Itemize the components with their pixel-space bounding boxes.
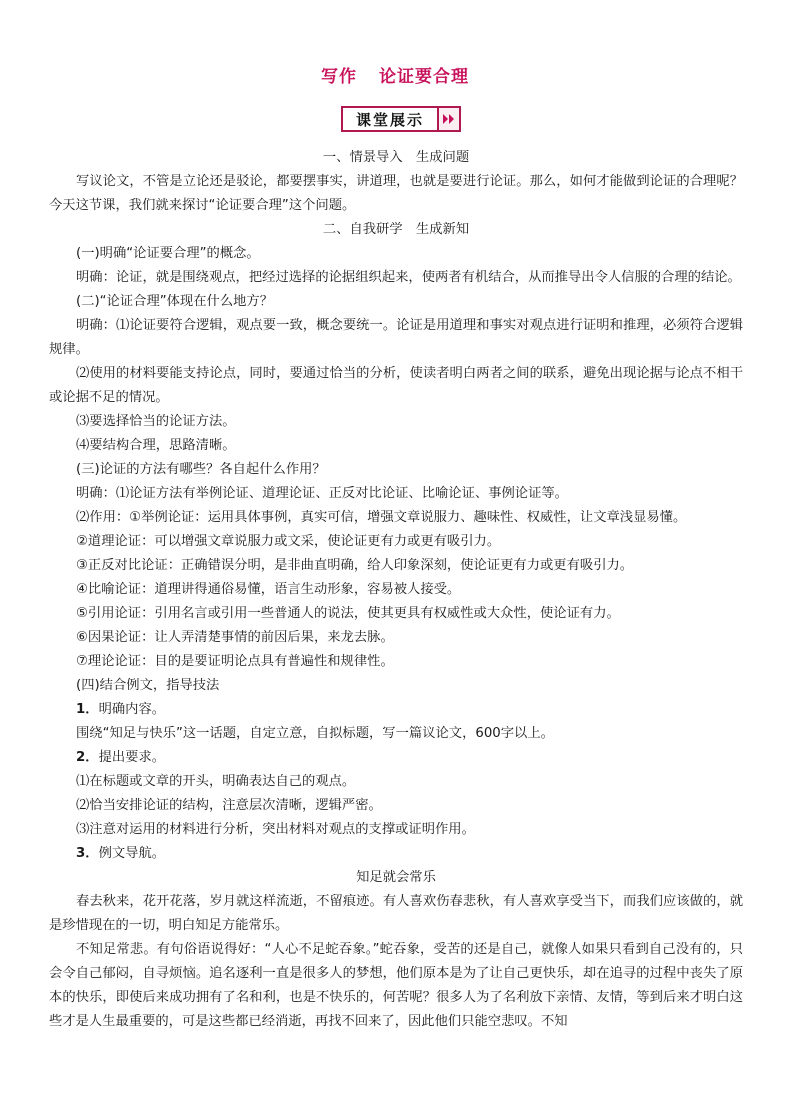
double-arrow-right-icon [439, 113, 459, 125]
section-banner [341, 106, 461, 132]
answer-2-item: 明确：⑴论证要符合逻辑，观点要一致，概念要统一。论证是用道理和事实对观点进行证明和推理，必须符合逻辑规律。 [49, 318, 743, 357]
step-1 [49, 698, 743, 722]
title-part-topic: 论证要合理 [379, 67, 469, 87]
question-3: (三)论证的方法有哪些？各自起什么作用？ [76, 462, 326, 477]
question-4: (四)结合例文，指导技法 [76, 678, 220, 693]
step-text: 提出要求。 [98, 750, 166, 765]
answer-3-item: ④比喻论证：道理讲得通俗易懂，语言生动形象，容易被人接受。 [76, 582, 461, 597]
title-part-writing: 写作 [321, 67, 357, 87]
answer-2-item: ⑶要选择恰当的论证方法。 [76, 414, 236, 429]
answer-3-item: ⑤引用论证：引用名言或引用一些普通人的说法，使其更具有权威性或大众性，使论证有力。 [76, 606, 620, 621]
answer-3-item: ②道理论证：可以增强文章说服力或文采，使论证更有力或更有吸引力。 [76, 534, 501, 549]
banner-label: 课堂展示 [343, 108, 439, 130]
essay-paragraph: 不知足常悲。有句俗语说得好：“人心不足蛇吞象。”蛇吞象，受苦的还是自己，就像人如果只看到自己没有的，只会令自己郁闷，自寻烦恼。追名逐利一直是很多人的梦想，他们原本是为了让自己更快乐，却在追寻的过程中丧失了原本的快乐，即使后来成功拥有了名和利，也是不快乐的，何苦呢？很多人为了名利放下亲情、友情，等到后来才明白这些才是人生最重要的，可是这些都已经消逝，再找不回来了，因此他们只能空悲叹。不知 [49, 942, 743, 1029]
paragraph: 写议论文，不管是立论还是驳论，都要摆事实，讲道理，也就是要进行论证。那么，如何才能做到论证的合理呢？今天这节课，我们就来探讨“论证要合理”这个问题。 [49, 174, 743, 213]
page-title [0, 62, 790, 87]
answer-2-item: ⑷要结构合理，思路清晰。 [76, 438, 236, 453]
step-2 [49, 746, 743, 770]
document-body [49, 146, 743, 1034]
essay-paragraph: 春去秋来，花开花落，岁月就这样流逝，不留痕迹。有人喜欢伤春悲秋，有人喜欢享受当下，而我们应该做的，就是珍惜现在的一切，明白知足方能常乐。 [49, 894, 743, 933]
answer-2-item: ⑵使用的材料要能支持论点，同时，要通过恰当的分析，使读者明白两者之间的联系，避免出现论据与论点不相干或论据不足的情况。 [49, 366, 743, 405]
step-text: 明确内容。 [98, 702, 166, 717]
requirement-item: ⑶注意对运用的材料进行分析，突出材料对观点的支撑或证明作用。 [76, 822, 475, 837]
step-text: 例文导航。 [98, 846, 166, 861]
question-1: (一)明确“论证要合理”的概念。 [76, 246, 260, 261]
answer-3-item: 明确：⑴论证方法有举例论证、道理论证、正反对比论证、比喻论证、事例论证等。 [76, 486, 568, 501]
essay-title: 知足就会常乐 [356, 870, 436, 885]
section-heading-2: 二、自我研学 生成新知 [322, 222, 470, 237]
step-number: 2． [76, 750, 99, 765]
section-heading-1: 一、情景导入 生成问题 [322, 150, 470, 165]
answer-3-item: ⑦理论论证：目的是要证明论点具有普遍性和规律性。 [76, 654, 394, 669]
answer-3-item: ⑵作用：①举例论证：运用具体事例，真实可信，增强文章说服力、趣味性、权威性，让文章浅显易懂。 [76, 510, 687, 525]
step-number: 3． [76, 846, 99, 861]
answer-3-item: ③正反对比论证：正确错误分明，是非曲直明确，给人印象深刻，使论证更有力或更有吸引力。 [76, 558, 634, 573]
requirement-item: ⑴在标题或文章的开头，明确表达自己的观点。 [76, 774, 356, 789]
step-3 [49, 842, 743, 866]
requirement-item: ⑵恰当安排论证的结构，注意层次清晰，逻辑严密。 [76, 798, 382, 813]
step-number: 1． [76, 702, 99, 717]
question-2: (二)“论证合理”体现在什么地方？ [76, 294, 274, 309]
step-1-detail: 围绕“知足与快乐”这一话题，自定立意，自拟标题，写一篇议论文，600字以上。 [76, 726, 554, 741]
answer-3-item: ⑥因果论证：让人弄清楚事情的前因后果，来龙去脉。 [76, 630, 394, 645]
answer-1: 明确：论证，就是围绕观点，把经过选择的论据组织起来，使两者有机结合，从而推导出令人信服的合理的结论。 [76, 270, 741, 285]
